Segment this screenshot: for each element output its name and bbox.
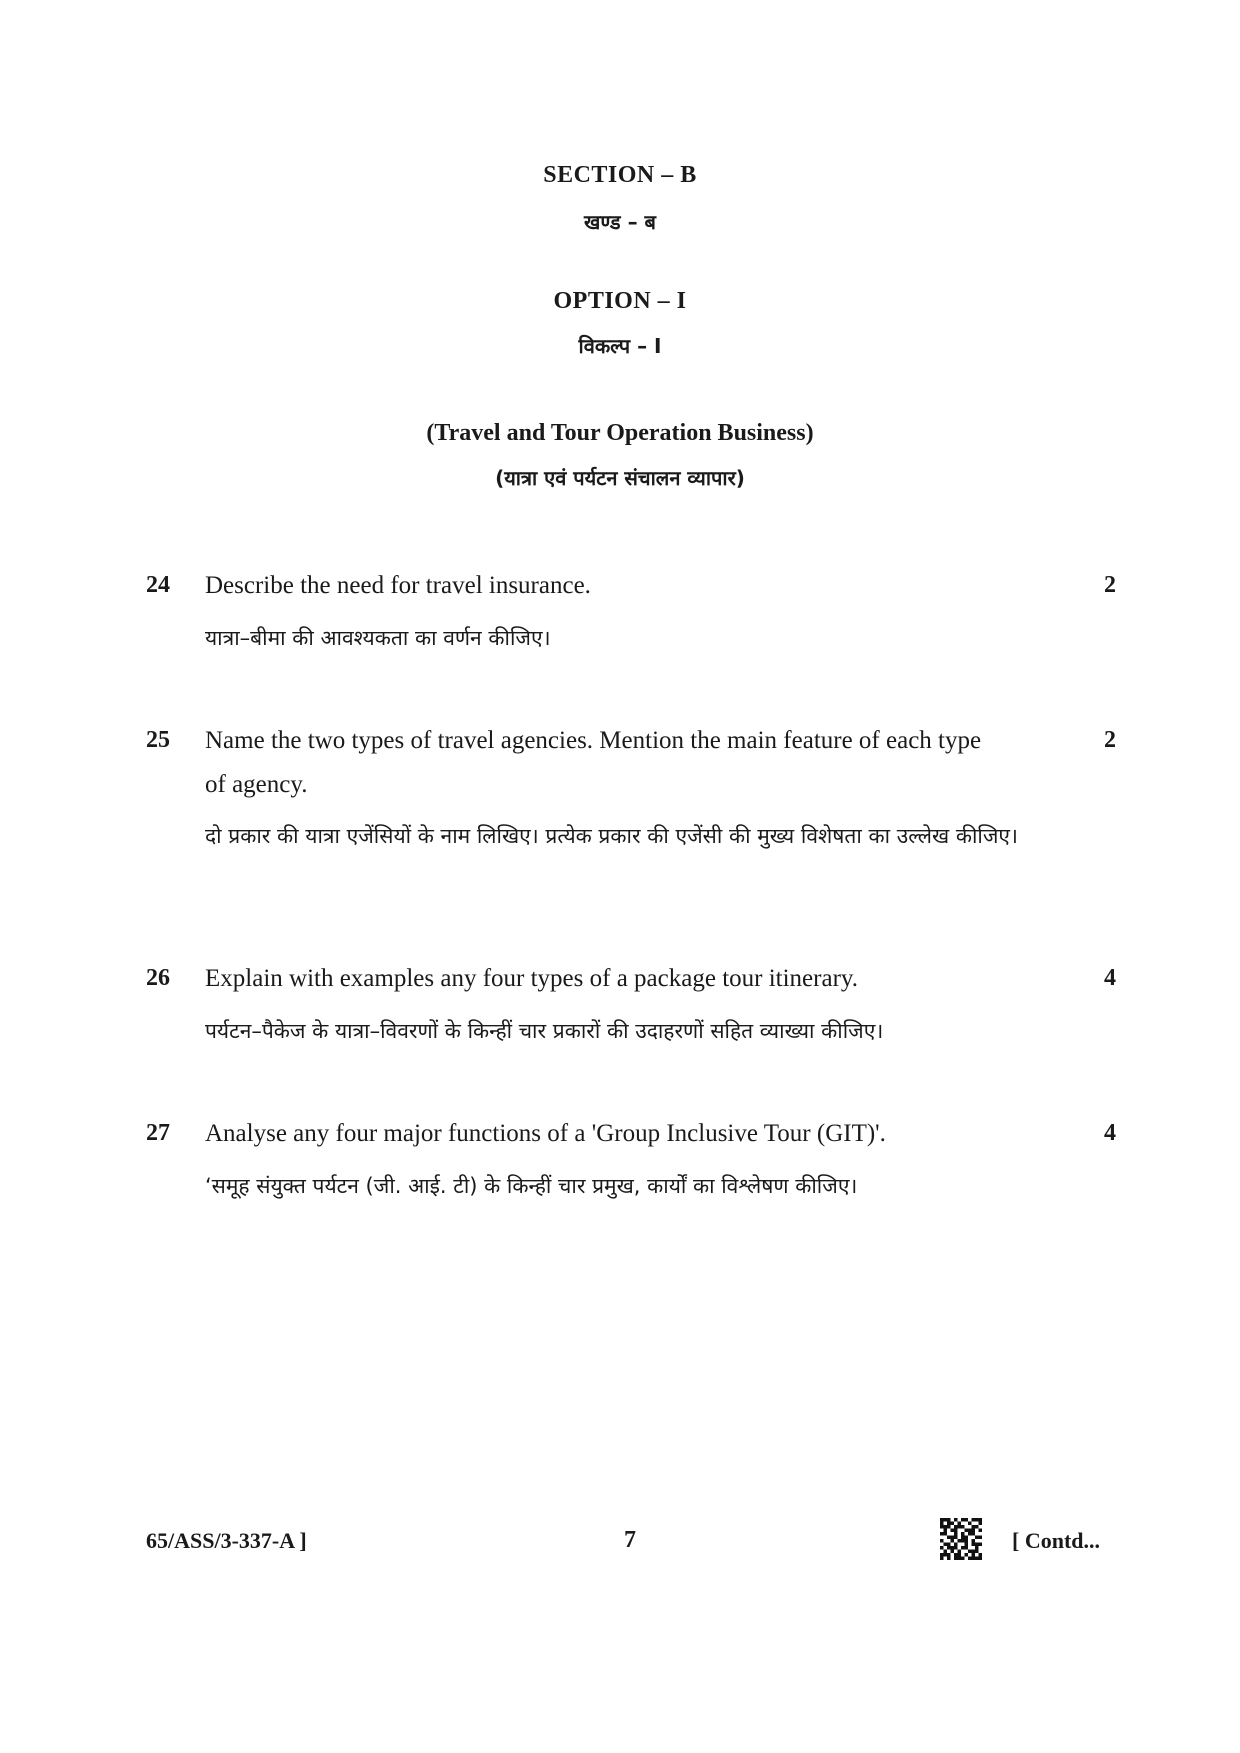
section-title-hindi: खण्ड – ब	[584, 210, 656, 234]
question-text: Explain with examples any four types of a package tour itinerary.	[205, 965, 859, 992]
question-text: Analyse any four major functions of a 'Group Inclusive Tour (GIT)'.	[205, 1120, 886, 1147]
subject-title-hindi: (यात्रा एवं पर्यटन संचालन व्यापार)	[495, 466, 745, 490]
option-title-hindi: विकल्प – I	[578, 334, 662, 358]
question-text-hindi: पर्यटन–पैकेज के यात्रा–विवरणों के किन्हीं चार प्रकारों की उदाहरणों सहित व्याख्या कीजिए।	[205, 1019, 884, 1043]
question-marks: 2	[1104, 572, 1116, 598]
question-marks: 4	[1104, 965, 1116, 991]
question-marks: 2	[1104, 727, 1116, 753]
question-marks: 4	[1104, 1120, 1116, 1146]
question-number: 26	[146, 965, 170, 991]
question-number: 24	[146, 572, 170, 598]
question-text-hindi: ‘समूह संयुक्त पर्यटन (जी. आई. टी) के किन्हीं चार प्रमुख, कार्यों का विश्लेषण कीजिए।	[205, 1174, 858, 1198]
section-title: SECTION – B	[543, 162, 697, 188]
question-text-hindi: दो प्रकार की यात्रा एजेंसियों के नाम लिखिए। प्रत्येक प्रकार की एजेंसी की मुख्य विशेषता का उल्लेख कीजिए।	[205, 824, 1018, 848]
question-number: 25	[146, 727, 170, 753]
subject-title: (Travel and Tour Operation Business)	[426, 420, 814, 446]
question-text: Name the two types of travel agencies. Mention the main feature of each type of agency.	[205, 727, 982, 798]
question-text: Describe the need for travel insurance.	[205, 572, 591, 599]
question-text-hindi: यात्रा–बीमा की आवश्यकता का वर्णन कीजिए।	[205, 626, 551, 650]
qr-code-icon	[940, 1518, 982, 1560]
paper-code: 65/ASS/3-337-A ]	[146, 1528, 307, 1553]
continued-label: [ Contd...	[1012, 1528, 1101, 1553]
question-number: 27	[146, 1120, 170, 1146]
option-title: OPTION – I	[553, 288, 687, 314]
page-number: 7	[624, 1527, 636, 1553]
